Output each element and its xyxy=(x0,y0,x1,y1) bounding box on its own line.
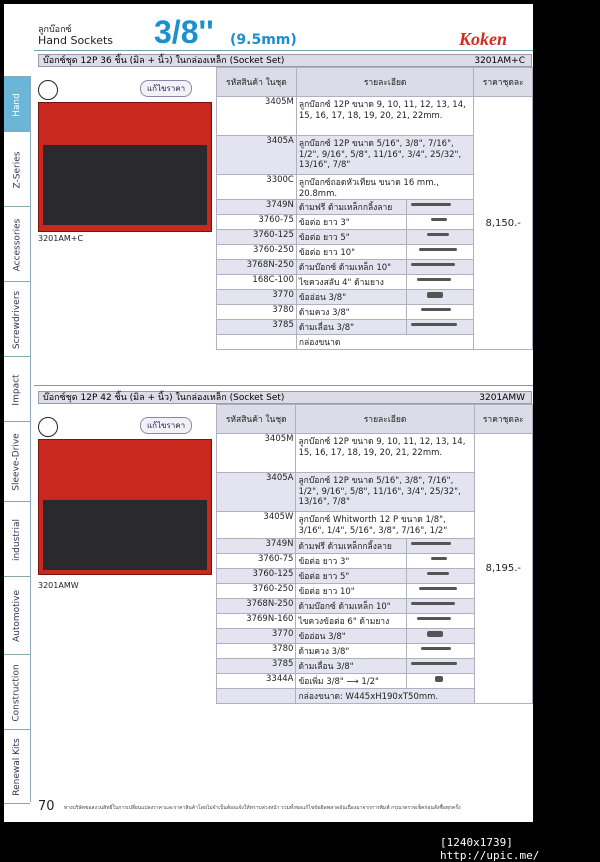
tab-z-series[interactable]: Z-Series xyxy=(4,131,30,207)
item-code: 3768N-250 xyxy=(217,599,296,614)
ratchet-icon xyxy=(406,200,474,215)
item-code: 3760-250 xyxy=(217,245,297,260)
col-price-header: ราคาชุดละ xyxy=(474,68,533,97)
universal-joint-icon xyxy=(406,629,474,644)
price-revised-badge: แก้ไขราคา xyxy=(140,417,192,434)
item-code: 3760-75 xyxy=(217,554,296,569)
item-desc: ไขควงข้อต่อ 6" ด้ามยาง xyxy=(296,614,406,629)
extension-bar-icon xyxy=(406,569,474,584)
col-code-header: รหัสสินค้า ในชุด xyxy=(217,68,297,97)
item-code: 168C-100 xyxy=(217,275,297,290)
item-desc: ข้อต่อ ยาว 3" xyxy=(296,215,406,230)
item-code: 3780 xyxy=(217,644,296,659)
spec-table xyxy=(216,404,533,704)
item-code: 3780 xyxy=(217,305,297,320)
item-code: 3770 xyxy=(217,290,297,305)
item-code: 3760-125 xyxy=(217,569,296,584)
item-code: 3405M xyxy=(217,434,296,473)
tab-sleeve-drive[interactable]: Sleeve-Drive xyxy=(4,421,30,502)
sliding-t-bar-icon xyxy=(406,659,474,674)
col-detail-header: รายละเอียด xyxy=(296,68,474,97)
extension-bar-icon xyxy=(406,230,474,245)
item-desc: ลูกบ๊อกซ์ 12P ขนาด 5/16", 3/8", 7/16", 1/2", 9/16", 5/8", 11/16", 3/4", 25/32", 13/16", 7/8" xyxy=(296,473,474,512)
watermark: [1240x1739] http://upic.me/ xyxy=(440,836,540,862)
extension-bar-icon xyxy=(406,215,474,230)
item-desc: กล่องขนาด: W445xH190xT50mm. xyxy=(296,689,474,704)
item-desc: ด้ามฟรี ด้ามเหล็กกลิ้งลาย xyxy=(296,200,406,215)
extension-bar-icon xyxy=(406,245,474,260)
screwdriver-icon xyxy=(406,614,474,629)
item-code: 3749N xyxy=(217,539,296,554)
item-desc: ข้อต่อ ยาว 5" xyxy=(296,569,406,584)
item-desc: ข้ออ่อน 3/8" xyxy=(296,290,406,305)
col-price-header: ราคาชุดละ xyxy=(474,405,532,434)
speed-brace-icon xyxy=(406,305,474,320)
item-desc: ด้ามบ๊อกซ์ ด้ามเหล็ก 10" xyxy=(296,599,406,614)
item-code: 3760-75 xyxy=(217,215,297,230)
item-code: 3405A xyxy=(217,136,297,175)
item-desc: ข้อต่อ ยาว 10" xyxy=(296,584,406,599)
item-code: 3760-250 xyxy=(217,584,296,599)
item-code: 3300C xyxy=(217,175,297,200)
12-point-icon xyxy=(38,417,58,437)
item-desc: กล่องขนาด xyxy=(296,335,474,350)
item-code: 3405A xyxy=(217,473,296,512)
set-price: 8,150.- xyxy=(474,97,533,350)
item-desc: ข้ออ่อน 3/8" xyxy=(296,629,406,644)
price-revised-badge: แก้ไขราคา xyxy=(140,80,192,97)
socket-set-2 xyxy=(38,391,532,711)
tab-accessories[interactable]: Accessories xyxy=(4,206,30,282)
item-desc: ลูกบ๊อกซ์ 12P ขนาด 9, 10, 11, 12, 13, 14, 15, 16, 17, 18, 19, 20, 21, 22mm. xyxy=(296,97,474,136)
tab-screwdrivers[interactable]: Screwdrivers xyxy=(4,281,30,357)
item-desc: ข้อเพิ่ม 3/8" ⟶ 1/2" xyxy=(296,674,406,689)
universal-joint-icon xyxy=(406,290,474,305)
spec-table xyxy=(216,67,533,350)
photo-caption: 3201AM+C xyxy=(38,234,84,243)
category-english: Hand Sockets xyxy=(38,34,114,47)
item-code: 3769N-160 xyxy=(217,614,296,629)
item-code: 3749N xyxy=(217,200,297,215)
item-desc: ลูกบ๊อกซ์ 12P ขนาด 5/16", 3/8", 7/16", 1/2", 9/16", 5/8", 11/16", 3/4", 25/32", 13/16", 7/8" xyxy=(296,136,474,175)
item-code: 3405M xyxy=(217,97,297,136)
ratchet-icon xyxy=(406,539,474,554)
item-code: 3768N-250 xyxy=(217,260,297,275)
item-desc: ข้อต่อ ยาว 3" xyxy=(296,554,406,569)
photo-caption: 3201AMW xyxy=(38,581,79,590)
item-code xyxy=(217,689,296,704)
tab-automotive[interactable]: Automotive xyxy=(4,576,30,655)
item-desc: ลูกบ๊อกซ์ Whitworth 12 P ขนาด 1/8", 3/16", 1/4", 5/16", 3/8", 7/16", 1/2" xyxy=(296,512,474,539)
tab-renewal-kits[interactable]: Renewal Kits xyxy=(4,729,30,804)
tab-impact[interactable]: Impact xyxy=(4,356,30,422)
item-desc: ข้อต่อ ยาว 5" xyxy=(296,230,406,245)
extension-bar-icon xyxy=(406,584,474,599)
adaptor-icon xyxy=(406,674,474,689)
section-divider xyxy=(34,385,533,386)
item-code: 3785 xyxy=(217,320,297,335)
set-title: บ๊อกซ์ชุด 12P 36 ชิ้น (มิล + นิ้ว) ในกล่องเหล็ก (Socket Set) xyxy=(43,56,285,66)
spinner-handle-icon xyxy=(406,260,474,275)
item-code: 3760-125 xyxy=(217,230,297,245)
koken-logo: Koken xyxy=(459,29,508,49)
catalog-page xyxy=(4,4,533,822)
set-title: บ๊อกซ์ชุด 12P 42 ชิ้น (มิล + นิ้ว) ในกล่องเหล็ก (Socket Set) xyxy=(43,393,285,403)
drive-size-mm: (9.5mm) xyxy=(230,32,297,48)
speed-brace-icon xyxy=(406,644,474,659)
screwdriver-icon xyxy=(406,275,474,290)
item-desc: ด้ามเลื่อน 3/8" xyxy=(296,659,406,674)
set-title-bar xyxy=(38,391,532,404)
tab-construction[interactable]: Construction xyxy=(4,654,30,730)
12-point-icon xyxy=(38,80,58,100)
item-desc: ข้อต่อ ยาว 10" xyxy=(296,245,406,260)
header-divider xyxy=(34,50,533,51)
item-desc: ด้ามควง 3/8" xyxy=(296,305,406,320)
col-detail-header: รายละเอียด xyxy=(296,405,474,434)
item-desc: ด้ามเลื่อน 3/8" xyxy=(296,320,406,335)
item-desc: ด้ามบ๊อกซ์ ด้ามเหล็ก 10" xyxy=(296,260,406,275)
set-code: 3201AM+C xyxy=(474,56,525,66)
category-sidebar xyxy=(4,76,30,802)
item-code: 3405W xyxy=(217,512,296,539)
tab-hand[interactable]: Hand xyxy=(4,76,30,132)
item-desc: ลูกบ๊อกซ์ 12P ขนาด 9, 10, 11, 12, 13, 14, 15, 16, 17, 18, 19, 20, 21, 22mm. xyxy=(296,434,474,473)
socket-set-1 xyxy=(38,54,532,354)
drive-size-title: 3/8'' xyxy=(154,14,214,50)
tab-industrial[interactable]: industrial xyxy=(4,501,30,577)
sliding-t-bar-icon xyxy=(406,320,474,335)
set-price: 8,195.- xyxy=(474,434,532,704)
product-photo xyxy=(38,102,212,232)
item-desc: ไขควงสลับ 4" ด้ามยาง xyxy=(296,275,406,290)
product-photo xyxy=(38,439,212,575)
item-desc: ด้ามควง 3/8" xyxy=(296,644,406,659)
footer-disclaimer: ทางบริษัทขอสงวนสิทธิ์ในการเปลี่ยนแปลงราคาและราคาสินค้าโดยไม่จำเป็นต้องแจ้งให้ทราบล่วงหน้า รวมทั้งขอแก้ไขข้อผิดพลาดอันเนื่องมาจากการพิมพ์ กรุณาตรวจเช็คก่อนสั่งซื้อทุกครั้ง xyxy=(64,805,461,811)
item-code: 3770 xyxy=(217,629,296,644)
extension-bar-icon xyxy=(406,554,474,569)
item-desc: ด้ามฟรี ด้ามเหล็กกลิ้งลาย xyxy=(296,539,406,554)
item-code: 3344A xyxy=(217,674,296,689)
category-thai: ลูกบ๊อกซ์ xyxy=(38,25,72,35)
col-code-header: รหัสสินค้า ในชุด xyxy=(217,405,296,434)
item-code: 3785 xyxy=(217,659,296,674)
set-title-bar xyxy=(38,54,532,67)
set-code: 3201AMW xyxy=(479,393,525,403)
spinner-handle-icon xyxy=(406,599,474,614)
page-number: 70 xyxy=(38,799,55,814)
item-code xyxy=(217,335,297,350)
item-desc: ลูกบ๊อกซ์ถอดหัวเทียน ขนาด 16 mm., 20.8mm. xyxy=(296,175,474,200)
